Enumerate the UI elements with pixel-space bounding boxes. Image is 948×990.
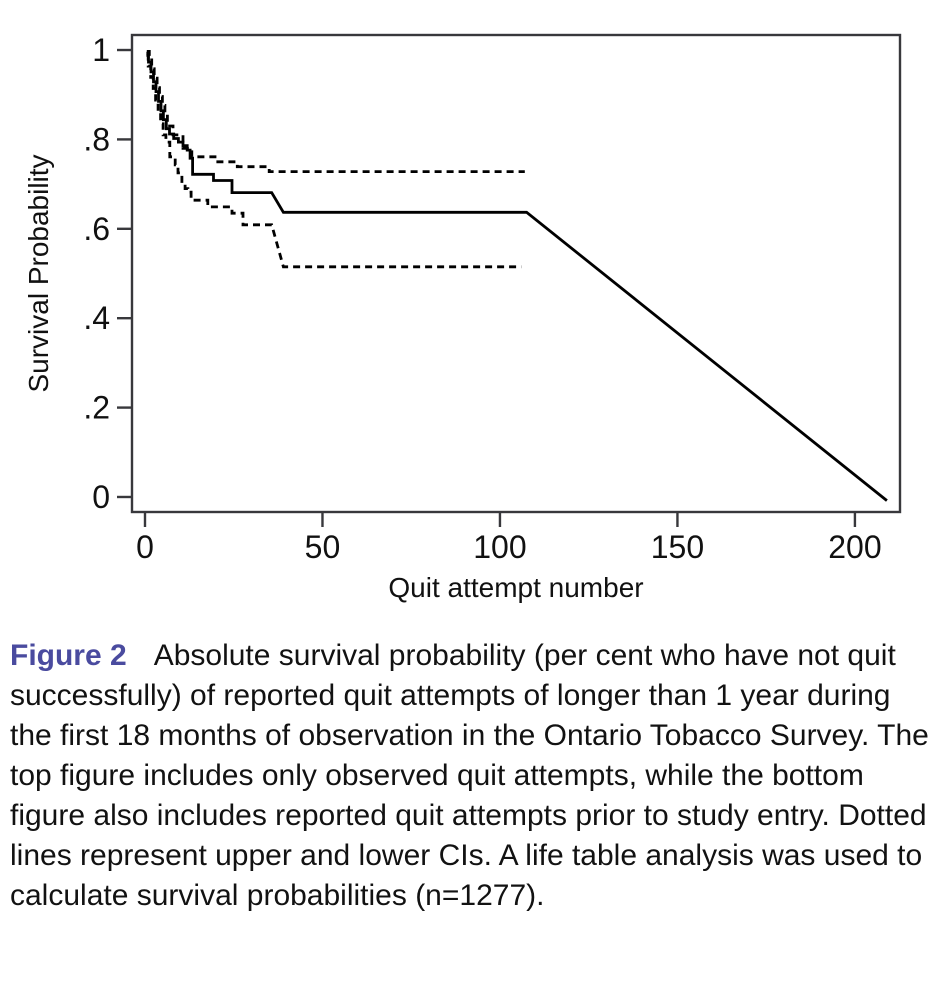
y-axis-title: Survival Probability [23,154,54,393]
figure-caption-text: Absolute survival probability (per cent who have not quit successfully) of reported quit attempts of longer than 1 year during the first 18 months of observation in the Ontario Tobacco Survey. The top figure includes only observed quit attempts, while the bottom figure also includes reported quit attempts prior to study entry. Dotted lines represent upper and lower CIs. A life table analysis was used to calculate survival probabilities (n=1277). [10,639,929,912]
x-tick-label: 150 [650,529,705,565]
y-tick-label: 0 [92,478,110,515]
series-survival [146,53,887,501]
x-tick-label: 100 [473,529,527,565]
series-lower_ci [146,55,521,266]
series-upper_ci [147,51,525,171]
figure-caption-label: Figure 2 [10,639,127,672]
y-tick-label: .2 [83,389,110,426]
plot-border [132,35,900,512]
y-tick-label: .6 [83,210,110,247]
y-tick-label: .8 [83,121,110,158]
y-tick-label: 1 [92,32,110,69]
x-tick-label: 200 [828,529,882,565]
figure-caption [10,636,932,916]
x-axis-title: Quit attempt number [388,572,644,603]
x-tick-label: 0 [136,529,154,565]
y-tick-label: .4 [83,300,110,337]
x-tick-label: 50 [304,529,341,565]
